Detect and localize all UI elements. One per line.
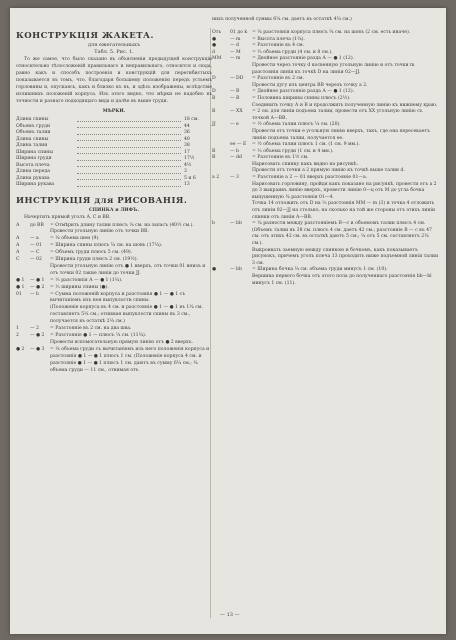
point-label: а 2 — [212, 175, 220, 181]
instruction-line — [212, 274, 440, 287]
instruction-line — [212, 221, 440, 247]
point-label: ● — [212, 36, 217, 42]
point-label — [212, 182, 230, 202]
instruction-text: = ⅓ разстоянія А — ● 1 (1¼). — [50, 277, 123, 283]
leader-dots — [77, 176, 181, 181]
point-label — [212, 274, 230, 287]
measure-label: Ширина груди — [16, 156, 52, 161]
instruction-line — [212, 30, 440, 37]
instruction-text: = ½ объема талии плюсъ ¼ см. (20). — [252, 122, 341, 128]
point-label: В — [212, 155, 216, 161]
measure-label: Длина рукава — [16, 175, 50, 181]
point-label: А — [16, 243, 20, 249]
measure-value: 5 и 6 — [184, 175, 196, 181]
point-label: А — [16, 236, 20, 242]
drawing-intro: Начертить прямой уголъ А, С и ВВ. — [24, 214, 111, 220]
point-label — [212, 248, 230, 268]
segment-label: — 2 — [30, 326, 39, 332]
instruction-text: = ¼ разности между разстояніемъ В—с и объемомъ талии плюсъ 4 см. (Объемъ талии въ 38 см. плюсъ 4 см. даетъ 42 см.; разстояніе В — с въ 47 см. отъ этихъ 42 см. въ остаткѣ даютъ 5 см.; ¼ отъ 5 см. составляетъ 2¼ см.). — [252, 221, 432, 246]
instruction-text: Нарисовать горловину, пройдя какъ показано на рисункѣ, провести отъ а 2 до 3 выкраивъ линію вверхъ, провести линію 0—ц отъ М до угла бочка выпушенную ¼ разстоянія 01—4. — [252, 181, 437, 200]
point-label — [212, 142, 230, 149]
point-label: d — [212, 49, 215, 55]
point-label: В — [212, 148, 216, 154]
instruction-text: = 2 см. для линіи подъема талии, провести отъ XX угольную линію съ точкой А—ВВ. — [252, 109, 423, 121]
segment-label: — m — [230, 36, 241, 42]
instruction-line — [16, 264, 212, 278]
segment-label: — M — [230, 49, 241, 55]
measure-value: 18 см. — [184, 117, 199, 122]
measure-value: 13 — [184, 182, 190, 187]
instruction-line — [16, 340, 212, 347]
intro-paragraph: То же самое, что было сказано въ объясненіи предыдущей конструкціи относительно тѣлосложеній правильнаго и неправильнаго, относится и сюда, равно какъ и способъ построенія и конструкцій для перегибистыхъ показывается въ томъ, что, благодаря большему положенію передъ устьемъ горловины и, опускаясь, какъ и близко къ въ, и здѣсь изображены, вслѣдствіе излишнихъ положеній корпуса. Изъ этого видно, что мѣрки не надобно въ точности и разнаго подходящаго вида и далѣе въ выше груди. — [16, 57, 212, 104]
measure-label: Длина спины — [16, 136, 49, 142]
leader-dots — [77, 137, 181, 142]
segment-label: — dd — [230, 155, 242, 161]
instruction-line — [16, 333, 212, 340]
point-label: ● 2 — [16, 346, 25, 352]
instruction-text: = Разстояніе въ 2 см. на два шва. — [50, 326, 132, 332]
leader-dots — [77, 182, 181, 187]
measure-label: Длина талии — [16, 143, 48, 148]
right-column — [212, 30, 440, 287]
instruction-text: = Разстояніе въ 1½ см. — [252, 155, 309, 161]
segment-label: — ● 1 — [30, 277, 45, 283]
point-label: В — [212, 95, 216, 101]
segment-label: — ● 3 — [30, 346, 45, 352]
segment-label — [230, 182, 252, 202]
instruction-text: Провести вспомогательную прямую линію отъ ● 2 вверхъ. — [50, 339, 193, 345]
leader-dots — [77, 156, 181, 161]
point-label: JJ — [212, 122, 216, 128]
leader-dots — [77, 130, 181, 135]
instruction-text: Провести дугу изъ центра ВВ черезъ точку а 2. — [252, 82, 368, 88]
instruction-line — [212, 149, 440, 156]
point-label: А — [16, 250, 20, 256]
instruction-line — [16, 257, 212, 264]
section-title-drawing: ИНСТРУКЦІЯ для РИСОВАНІЯ. — [16, 195, 188, 206]
measure-row — [16, 182, 212, 189]
segment-label — [230, 248, 252, 268]
instruction-line — [212, 37, 440, 44]
measure-label: Объемъ груди — [16, 123, 51, 129]
instruction-text: = Объемъ груди плюсъ 5 см. (49). — [50, 250, 133, 256]
measure-value: 17 — [184, 149, 190, 155]
instruction-text: Вершина первого бочка отъ этого пола до полученнаго разстоянія bb—bl минусъ 1 см. (11). — [252, 273, 432, 286]
point-label: ● — [212, 267, 217, 273]
page-number: — 13 — — [220, 612, 240, 618]
left-column — [16, 30, 212, 374]
instruction-text: = Разстояніе ● 1 — плюсъ ¼ см. (11¼). — [50, 333, 147, 338]
left-instructions — [16, 223, 212, 375]
segment-label: до ВВ — [30, 222, 44, 228]
instruction-text: Нарисовать спинку какъ видно на рисункѣ. — [252, 161, 359, 167]
instruction-text: = Двойное разстояніе разда А — ● 1 (12). — [252, 89, 355, 95]
point-label — [16, 340, 30, 347]
segment-label: — С — [30, 250, 40, 256]
instruction-line — [212, 89, 440, 96]
instruction-text: = Разстояніе въ 2 см. — [252, 76, 305, 82]
point-label: ● — [212, 43, 217, 49]
measure-label: Объемъ талии — [16, 130, 51, 135]
point-label — [212, 63, 230, 76]
drawing-subtitle: СПИНКА и ЛИФЪ. — [89, 207, 139, 213]
instruction-line — [212, 109, 440, 122]
leader-dots — [77, 169, 181, 174]
measure-value: 44 — [184, 123, 190, 129]
instruction-text: = Ширина груди плюсъ 2 см. (19½). — [50, 257, 139, 263]
segment-label: — b — [30, 291, 39, 297]
segment-label — [230, 162, 252, 169]
leader-dots — [77, 163, 181, 168]
segment-label: — e — [230, 122, 239, 128]
instruction-text: Провести угольную линію отъ точки ВВ. — [50, 229, 149, 235]
segment-label — [30, 340, 50, 347]
measure-label: Ширина спины — [16, 149, 53, 155]
point-label — [16, 264, 30, 278]
instruction-text: = ⅓ объема груди (1 см. и 4 мм.). — [252, 148, 334, 154]
point-label: 01 — [16, 291, 22, 297]
instruction-text: = Высота плеча (1¼). — [252, 36, 305, 42]
measure-value: 4½ — [184, 162, 192, 168]
segment-label: — bb — [230, 267, 242, 273]
instruction-text: = ¼ объема шеи (9). — [50, 236, 100, 242]
instruction-text: Выкроивать заемную между спинкою и бочкомъ, какъ показываетъ рисунокъ, причемъ уголъ плеча 13 проходитъ ниже подъемной линіи талии 3 см. — [252, 247, 439, 266]
point-label — [212, 201, 230, 221]
segment-label — [230, 274, 252, 287]
instruction-line — [212, 63, 440, 76]
instruction-line — [16, 229, 212, 236]
instruction-text: Провести отъ точки а 2 прямую линію къ точкѣ выше талии d. — [252, 168, 405, 174]
point-label: b — [212, 221, 215, 227]
instruction-text: = Двойное разстояніе разда А — ● 1 (12). — [252, 56, 355, 62]
instruction-line — [16, 347, 212, 375]
section-subtitle: для ежегательныхъ — [87, 42, 141, 48]
leader-dots — [77, 124, 181, 129]
instruction-line — [16, 285, 212, 292]
figure-reference: Табл. 5. Рис. 1. — [94, 49, 134, 55]
instruction-text: = ½ объема талии плюсъ 1 см. (1 см. 9 мм.). — [252, 142, 360, 148]
instruction-text: = Сумма положеній корпуса и разстоянія ● 1 — ● 1 съ вычитаніемъ изъ нея выпуклости спины. — [50, 291, 186, 304]
measure-label: Высота плеча — [16, 162, 50, 168]
instruction-text: Точка 14 отложить отъ D на ⅓ разстоянія ММ — m (3) и точка 4 отложить отъ линіи 02—JJ на столько, на сколько на той же стороны отъ этихъ линіи спинки отъ линіи А—ВВ. — [252, 201, 436, 220]
instruction-line — [212, 129, 440, 142]
instruction-line — [16, 250, 212, 257]
instruction-line — [212, 182, 440, 202]
segment-label: — XX — [230, 109, 243, 115]
measure-value: 17½ — [184, 156, 195, 161]
book-page — [10, 8, 446, 634]
segment-label — [230, 129, 252, 142]
instruction-line — [212, 122, 440, 129]
point-label — [212, 162, 230, 169]
instruction-line — [212, 248, 440, 268]
instruction-text: = ¼ объема груди съ вычитаніемъ изъ него положенія корпуса и разстоянія ● 1 — ● 1 плюсъ 1 см. (Положеніе корпуса 4 см. и разстояніе ● 1 — ● 1 плюсъ 1 см. даютъ въ сумму 6¼ см.; ¼ объема груди — 11 см., отнимая отъ — [50, 346, 210, 373]
instruction-text: = Разстояніе въ 4 см. — [252, 43, 305, 49]
point-label — [212, 129, 230, 142]
segment-label: ее — Е — [230, 142, 247, 148]
segment-label: — d — [230, 43, 239, 49]
segment-label — [30, 264, 50, 278]
point-label: ● 1 — [16, 284, 25, 290]
segment-label: — ● 2 — [30, 333, 45, 338]
instruction-line — [16, 305, 212, 326]
measure-label: Длина спины — [16, 117, 49, 122]
point-label: 2 — [16, 333, 19, 338]
right-instructions — [212, 30, 440, 287]
instruction-text: Провести через точку d косвенную угольную линію и отъ точки m разстоянія линіи къ точкѣ D на линіи 02—JJ. — [252, 62, 415, 75]
instruction-text: = Отмѣрить длину талии плюсъ ¼ см. на запасъ (40½ см.). — [50, 222, 194, 228]
point-label: 1 — [16, 326, 19, 332]
leader-dots — [77, 143, 181, 148]
point-label: В — [212, 109, 216, 115]
instruction-line — [212, 56, 440, 63]
segment-label: — В — [230, 89, 240, 95]
section-title-jacket: КОНСТРУКЦІЯ ЖАКЕТА. — [16, 31, 154, 41]
instruction-text: = ¼ разстоянія корпуса плюсъ ¼ см. на шовъ (2 см. есть иначе). — [252, 30, 411, 35]
instruction-text: = Половина ширины спины плюсъ (2½). — [252, 95, 351, 101]
measure-value: 40 — [184, 136, 190, 142]
measure-label: Ширина рукава — [16, 182, 55, 187]
segment-label: — 02 — [30, 257, 42, 263]
instruction-text: = ⅓ ширины спины (●). — [50, 284, 109, 290]
instruction-line — [212, 175, 440, 182]
instruction-line — [16, 278, 212, 285]
point-label: Отъ — [212, 30, 222, 35]
measures-title: МѢРКИ. — [102, 109, 126, 114]
segment-label: — m — [230, 56, 241, 62]
segment-label: — ● 2 — [30, 284, 45, 290]
point-label: А — [16, 222, 20, 228]
instruction-text: = Ширина спины плюсъ ¼ см. на шовъ (17¼). — [50, 243, 163, 249]
segment-label: 01 до k — [230, 30, 248, 35]
segment-label: — а — [30, 236, 39, 242]
point-label — [16, 305, 30, 326]
point-label: С — [16, 257, 20, 263]
segment-label: — В — [230, 95, 240, 101]
instruction-line — [212, 142, 440, 149]
segment-label: — 3 — [230, 175, 239, 181]
instruction-text: Провести угольную линію отъ ● 1 вверхъ, отъ точки 01 внизъ и отъ точки 02 такие линіи до точки JJ. — [50, 263, 206, 276]
instruction-line — [212, 267, 440, 274]
instruction-text: = Ширина бочка ¼ см. объема груди минусъ 1 см. (10). — [252, 267, 388, 273]
instruction-text: = ⅓ объема груди (4 см. и 8 см.). — [252, 49, 333, 55]
measure-value: 36 — [184, 130, 190, 135]
instruction-text: Провести отъ точки е угольную линію вверхъ, такъ, где она пересекаетъ линію подъема талии, получается ее. — [252, 128, 430, 141]
instruction-line — [212, 76, 440, 83]
instruction-text: = Разстояніе а 2 — 01 вверхъ разстояніе 01—а. — [252, 175, 368, 181]
segment-label: — bb — [230, 221, 242, 227]
segment-label: — DD — [230, 76, 244, 82]
measures-list — [16, 117, 212, 189]
leader-dots — [77, 117, 181, 122]
segment-label — [30, 229, 50, 236]
measure-value: 3 — [184, 169, 187, 174]
measure-label: Длина переда — [16, 169, 50, 174]
segment-label — [30, 305, 50, 326]
segment-label — [230, 63, 252, 76]
point-label: D — [212, 76, 216, 82]
point-label: ● 1 — [16, 277, 25, 283]
leader-dots — [77, 150, 181, 155]
instruction-text: (Положеніе корпуса въ 4 см. и разстояніе ● 1 — ● 1 въ 1¼ см. составляетъ 5¼ см.; отнимая выпуклости спины въ 3 см., получается въ остаткѣ 2¼ см.) — [50, 305, 203, 325]
segment-label: — b — [230, 148, 239, 154]
instruction-line — [16, 326, 212, 333]
instruction-line — [212, 155, 440, 162]
instruction-line — [212, 96, 440, 103]
instruction-line — [16, 292, 212, 306]
segment-label: — 01 — [30, 243, 42, 249]
segment-label — [230, 201, 252, 221]
measure-value: 38 — [184, 143, 190, 148]
point-label: D — [212, 89, 216, 95]
instruction-line — [212, 43, 440, 50]
instruction-line — [212, 201, 440, 221]
right-column-header: нихъ полученной суммы 6¼ см. даетъ въ остаткѣ 4¼ см.) — [212, 17, 352, 22]
instruction-text: Соединить точку А и В и продолжить полученную линію къ нижнему краю. — [252, 102, 438, 108]
point-label: MM — [212, 56, 222, 62]
